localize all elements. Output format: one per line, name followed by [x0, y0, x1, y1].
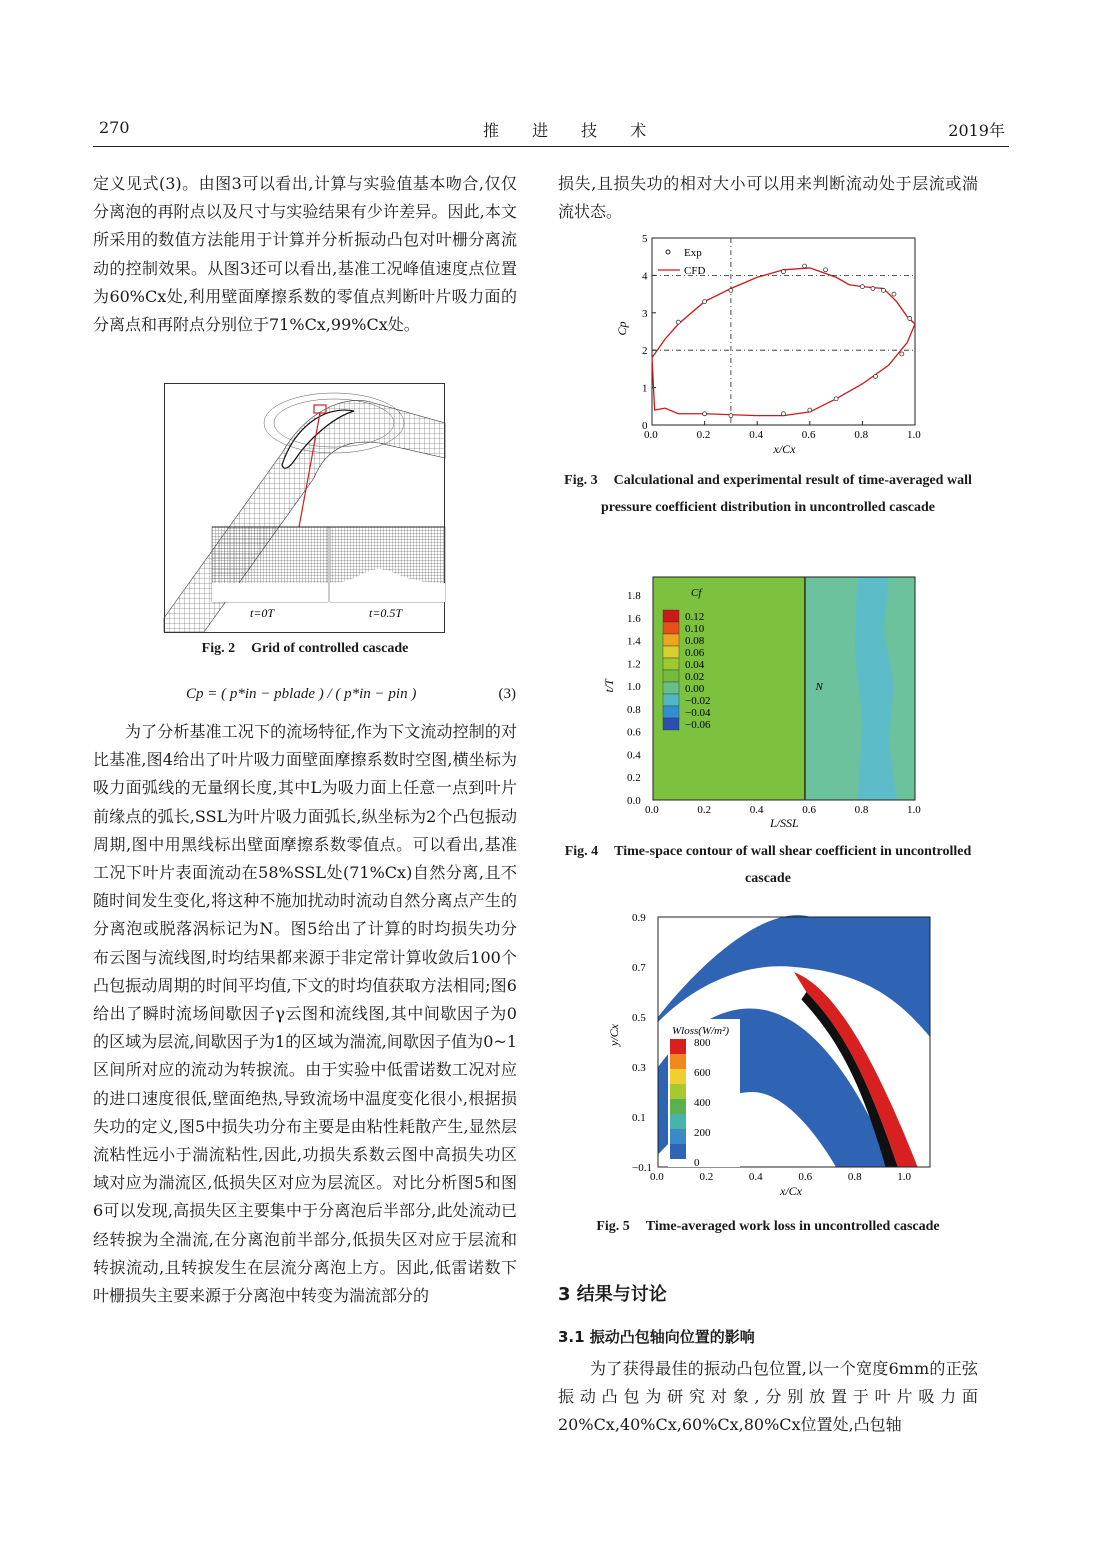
fig4-legend-level: 0.00: [685, 683, 705, 695]
journal-name: 推 进 技 术: [483, 121, 661, 140]
figure-2: [164, 383, 445, 633]
fig3-xtick: 0.4: [749, 429, 763, 441]
fig4-ytick: 1.6: [627, 612, 641, 625]
fig3-exp-point: [676, 320, 680, 324]
fig4-legend-swatch: [663, 610, 679, 622]
fig3-ytick: 1: [642, 382, 648, 395]
fig4-xtick: 0.2: [697, 804, 712, 816]
fig3-legend-exp-symbol: [666, 250, 670, 254]
fig4-legend-swatch: [663, 634, 679, 646]
fig3-ytick: 5: [642, 233, 648, 245]
fig4-legend-swatch: [663, 646, 679, 658]
fig3-xtick: 0.8: [854, 429, 869, 441]
fig3-exp-point: [900, 352, 904, 356]
fig4-legend-title: Cf: [691, 587, 702, 599]
fig4-ytick: 0.8: [627, 703, 641, 716]
fig4-ytick: 1.8: [627, 590, 641, 603]
fig4-ytick: 1.4: [627, 635, 641, 648]
fig3-exp-point: [874, 374, 878, 378]
fig5-ytick: 0.1: [632, 1112, 646, 1124]
fig5-legend-level: 200: [694, 1127, 711, 1139]
fig5-legend-swatch: [670, 1054, 686, 1069]
fig4-legend-level: −0.06: [685, 719, 711, 731]
fig5-legend-swatch: [670, 1039, 686, 1054]
journal-year: 2019年: [948, 121, 1005, 140]
fig4-legend-level: 0.08: [685, 635, 705, 647]
right-paragraph-1: [558, 170, 978, 226]
fig4-ylabel: t/T: [602, 679, 616, 693]
figure-4: [602, 572, 935, 837]
fig5-caption: [558, 1213, 978, 1240]
fig3-ytick: 2: [642, 345, 648, 358]
fig4-legend-level: 0.10: [685, 623, 705, 635]
fig3-exp-point: [729, 288, 733, 292]
fig4-legend-swatch: [663, 622, 679, 634]
fig3-xtick: 0.0: [644, 429, 658, 441]
fig3-exp-point: [892, 292, 896, 296]
fig5-xtick: 0.6: [798, 1171, 813, 1183]
fig4-caption-text: Time-space contour of wall shear coefficient in uncontrolled cascade: [614, 844, 972, 886]
fig4-xtick: 0.6: [802, 804, 816, 816]
fig4-xtick: 0.4: [749, 804, 764, 816]
fig5-chart: [600, 912, 940, 1207]
fig3-exp-point: [703, 412, 707, 416]
fig5-legend-swatch: [670, 1099, 686, 1114]
fig5-legend-level: 800: [694, 1037, 711, 1049]
fig3-xtick: 1.0: [907, 429, 921, 441]
fig4-legend-swatch: [663, 706, 679, 718]
fig5-legend-swatch: [670, 1069, 686, 1084]
fig4-caption: [558, 838, 978, 892]
fig5-caption-text: Time-averaged work loss in uncontrolled cascade: [645, 1219, 940, 1234]
fig4-legend-level: 0.06: [685, 647, 705, 659]
fig2-label-right: t=0.5T: [369, 606, 403, 620]
fig3-exp-point: [803, 264, 807, 268]
fig3-exp-point: [782, 412, 786, 416]
fig5-xtick: 0.0: [650, 1171, 664, 1183]
fig3-exp-point: [860, 285, 864, 289]
fig3-xtick: 0.2: [696, 429, 711, 441]
fig5-legend-title: Wloss(W/m²): [672, 1025, 730, 1037]
fig5-legend-level: 400: [694, 1097, 711, 1109]
fig4-legend-swatch: [663, 658, 679, 670]
fig5-legend-level: 0: [694, 1157, 700, 1169]
fig3-legend-exp: Exp: [684, 247, 702, 259]
fig5-xtick: 0.8: [847, 1171, 862, 1183]
fig3-caption: [558, 467, 978, 521]
fig5-caption-number: Fig. 5: [596, 1219, 630, 1234]
left-paragraph-1: [93, 170, 517, 339]
fig4-chart: [602, 572, 935, 837]
figure-3: [600, 230, 940, 470]
fig2-caption: [93, 635, 517, 662]
fig2-label-left: t=0T: [250, 606, 275, 620]
subsection-title: 3.1 振动凸包轴向位置的影响: [558, 1328, 755, 1346]
left-paragraph-2-text: 为了分析基准工况下的流场特征,作为下文流动控制的对比基准,图4给出了叶片吸力面壁面摩擦系数时空图,横坐标为吸力面弧线的无量纲长度,其中L为吸力面上任意一点到叶片前缘点的弧长,SSL为叶片吸力面弧长,纵坐标为2个凸包振动周期,图中用黑线标出壁面摩擦系数零值点。可以看出,基准工况下叶片表面流动在58%SSL处(71%Cx)自然分离,且不随时间发生变化,将这种不施加扰动时流动自然分离点产生的分离泡或脱落涡标记为N。图5给出了计算的时均损失功分布云图与流线图,时均结果都来源于非定常计算收敛后100个凸包振动周期的时间平均值,下文的时均值获取方法相同;图6给出了瞬时流场间歇因子γ云图和流线图,其中间歇因子为0的区域为层流,间歇因子为1的区域为湍流,间歇因子值为0~1区间所对应的流动为转捩流。由于实验中低雷诺数工况对应的进口速度很低,壁面绝热,导致流场中温度变化很小,根据损失功的定义,图5中损失功分布主要是由粘性耗散产生,显然层流粘性远小于湍流粘性,因此,功损失系数云图中高损失功区域对应为湍流区,低损失区对应为层流区。对比分析图5和图6可以发现,高损失区主要集中于分离泡后半部分,此处流动已经转捩为全湍流,在分离泡前半部分,低损失区对应于层流和转捩流动,且转捩发生在层流分离泡上方。因此,低雷诺数下叶栅损失主要来源于分离泡中转变为湍流部分的: [93, 722, 517, 1306]
fig5-xtick: 1.0: [897, 1171, 912, 1183]
fig3-ytick: 0: [642, 420, 648, 432]
right-paragraph-2-text: 为了获得最佳的振动凸包位置,以一个宽度6mm的正弦振动凸包为研究对象,分别放置于叶片吸力面20%Cx,40%Cx,60%Cx,80%Cx位置处,凸包轴: [558, 1359, 978, 1435]
fig4-legend-level: −0.02: [685, 695, 711, 707]
fig3-cfd-lower: [652, 324, 915, 416]
fig4-xtick: 1.0: [907, 804, 921, 816]
fig4-legend-level: 0.02: [685, 671, 705, 683]
fig3-caption-text: Calculational and experimental result of time-averaged wall pressure coefficient distribution in uncontrolled cascade: [600, 473, 972, 515]
fig3-exp-point: [808, 408, 812, 412]
fig3-exp-point: [908, 316, 912, 320]
equation-number: (3): [498, 686, 516, 702]
fig3-exp-point: [782, 270, 786, 274]
fig4-ytick: 0.2: [627, 772, 641, 785]
fig5-ytick: 0.7: [632, 962, 646, 974]
page-header: [93, 116, 1009, 147]
left-paragraph-1-text: 定义见式(3)。由图3可以看出,计算与实验值基本吻合,仅仅分离泡的再附点以及尺寸与实验结果有少许差异。因此,本文所采用的数值方法能用于计算并分析振动凸包对叶栅分离流动的控制效果。从图3还可以看出,基准工况峰值速度点位置为60%Cx处,利用壁面摩擦系数的零值点判断叶片吸力面的分离点和再附点分别位于71%Cx,99%Cx处。: [93, 174, 517, 335]
fig4-ytick: 0.6: [627, 726, 641, 739]
fig3-exp-point: [729, 414, 733, 418]
fig5-ytick: 0.3: [632, 1062, 646, 1074]
fig3-cfd-upper: [652, 268, 915, 358]
fig4-legend-level: 0.12: [685, 611, 705, 623]
fig4-legend-swatch: [663, 682, 679, 694]
fig3-ytick: 3: [642, 307, 648, 320]
fig3-exp-point: [871, 286, 875, 290]
fig3-exp-point: [881, 288, 885, 292]
equation-text: Cp = ( p*in − pblade ) / ( p*in − pin ): [186, 686, 417, 702]
fig3-xlabel: x/Cx: [773, 442, 796, 456]
fig3-xtick: 0.6: [801, 429, 816, 441]
fig5-xtick: 0.2: [699, 1171, 714, 1183]
fig3-exp-point: [824, 268, 828, 272]
fig5-ytick: 0.5: [632, 1012, 646, 1024]
fig4-xtick: 0.0: [645, 804, 659, 816]
fig4-legend-swatch: [663, 670, 679, 682]
fig3-ylabel: Cp: [615, 321, 629, 336]
fig5-ytick: 0.9: [632, 912, 646, 924]
fig2-caption-text: Grid of controlled cascade: [251, 641, 409, 656]
right-paragraph-1-text: 损失,且损失功的相对大小可以用来判断流动处于层流或湍流状态。: [558, 174, 978, 222]
fig4-ytick: 0.4: [627, 749, 641, 762]
fig5-ylabel: y/Cx: [607, 1024, 621, 1046]
fig4-legend-swatch: [663, 694, 679, 706]
fig3-chart: [600, 230, 940, 470]
fig4-ytick: 1.2: [627, 658, 641, 671]
fig3-legend-cfd: CFD: [684, 265, 706, 277]
fig5-legend-swatch: [670, 1129, 686, 1144]
fig3-ytick: 4: [642, 270, 648, 283]
fig4-legend-level: 0.04: [685, 659, 705, 671]
fig5-legend-swatch: [670, 1144, 686, 1159]
fig5-legend-level: 600: [694, 1067, 711, 1079]
fig4-legend-level: −0.04: [685, 707, 711, 719]
fig5-xlabel: x/Cx: [780, 1184, 802, 1198]
fig4-marker-N: N: [815, 681, 823, 693]
fig5-ytick: −0.1: [632, 1162, 652, 1174]
fig5-legend-swatch: [670, 1084, 686, 1099]
page-number: 270: [99, 118, 130, 137]
fig5-legend-swatch: [670, 1114, 686, 1129]
fig3-caption-number: Fig. 3: [564, 473, 598, 488]
equation-3: [186, 686, 516, 703]
section-title: 3 结果与讨论: [558, 1284, 667, 1305]
fig4-xlabel: L/SSL: [770, 816, 799, 830]
fig5-xtick: 0.4: [748, 1171, 763, 1183]
fig3-exp-point: [703, 300, 707, 304]
fig4-ytick: 0.0: [627, 795, 641, 807]
figure-5: [600, 912, 940, 1207]
left-paragraph-2: [93, 718, 517, 1310]
fig4-legend-swatch: [663, 718, 679, 730]
fig4-ytick: 1.0: [627, 681, 641, 694]
fig3-exp-point: [834, 397, 838, 401]
fig4-caption-number: Fig. 4: [564, 844, 599, 859]
fig4-xtick: 0.8: [854, 804, 869, 816]
fig2-caption-number: Fig. 2: [201, 641, 236, 656]
right-paragraph-2: [558, 1355, 978, 1440]
fig2-grid-image: [164, 383, 445, 633]
